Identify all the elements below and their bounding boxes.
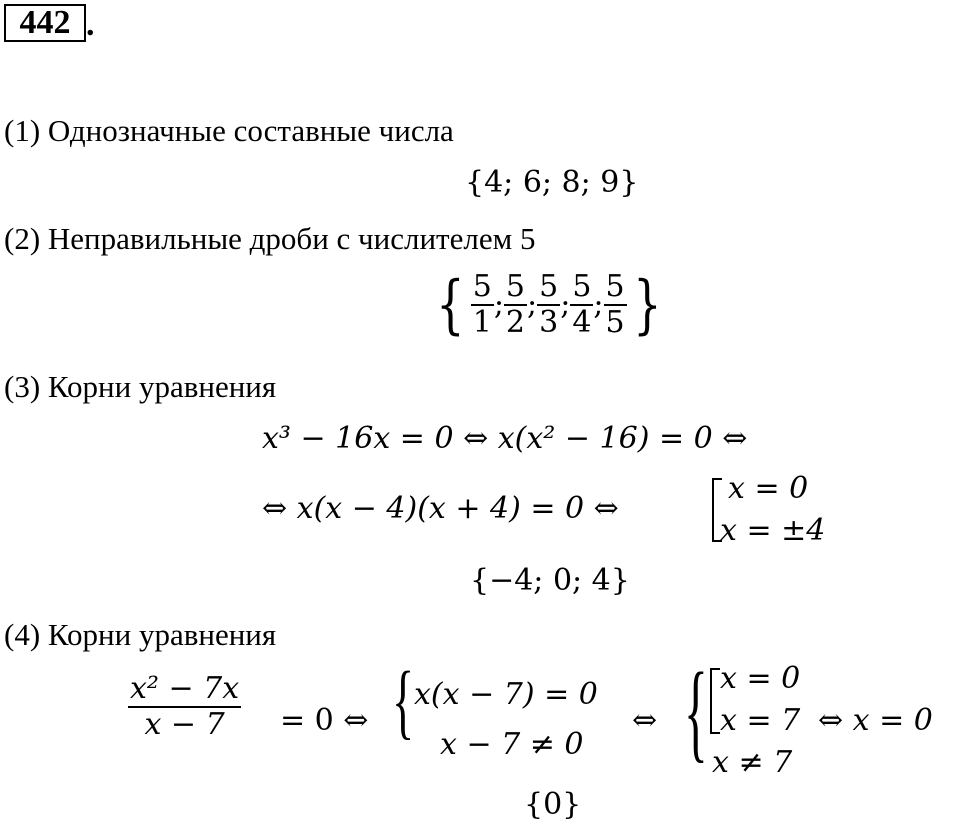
item-4-system-1-a: x(x − 7) = 0 <box>414 677 598 712</box>
separator: ; <box>493 287 504 322</box>
item-4-heading: (4) Корни уравнения <box>4 617 277 652</box>
item-4-system-brace-1: { <box>392 655 415 748</box>
item-4-iff: ⇔ <box>632 703 658 738</box>
item-4-fraction <box>128 672 241 742</box>
item-1-heading: (1) Однозначные составные числа <box>4 113 454 148</box>
fraction-denominator: x − 7 <box>144 707 225 742</box>
item-4-system-2-a: x = 0 <box>720 661 801 696</box>
item-3-case-a: x = 0 <box>728 471 809 506</box>
fraction: $\frac{5}{2}$ <box>505 269 526 340</box>
item-4-result: ⇔ x = 0 <box>818 703 933 738</box>
item-3-set: {−4; 0; 4} <box>470 563 630 598</box>
separator: ; <box>527 287 538 322</box>
fraction: $\frac{5}{5}$ <box>605 269 625 340</box>
item-3-equation-line-2: ⇔ x(x − 4)(x + 4) = 0 ⇔ <box>262 491 619 526</box>
item-4-system-1-b: x − 7 ≠ 0 <box>440 727 584 762</box>
item-3-equation-line-1: x³ − 16x = 0 ⇔ x(x² − 16) = 0 ⇔ <box>262 421 748 456</box>
item-4-system-2-c: x ≠ 7 <box>712 745 793 780</box>
problem-number: 442 <box>4 4 86 42</box>
item-4-case-bracket <box>710 668 720 734</box>
fraction: $\frac{5}{3}$ <box>539 269 559 340</box>
item-3-heading: (3) Корни уравнения <box>4 369 277 404</box>
item-2-fraction-set <box>430 270 667 340</box>
item-4-system-brace-2: { <box>684 650 708 772</box>
fraction: $\frac{5}{1}$ <box>472 269 492 340</box>
right-brace: } <box>632 268 662 342</box>
item-4-system-2-b: x = 7 <box>720 703 801 738</box>
separator: ; <box>593 287 604 322</box>
separator: ; <box>560 287 571 322</box>
left-brace: { <box>436 268 465 342</box>
item-3-case-b: x = ±4 <box>720 513 826 548</box>
fraction: $\frac{5}{4}$ <box>572 269 592 340</box>
item-4-eq-zero: = 0 ⇔ <box>280 703 369 738</box>
problem-number-dot: . <box>86 6 95 43</box>
fraction-numerator: x² − 7x <box>130 671 240 706</box>
item-1-set: {4; 6; 8; 9} <box>465 165 639 200</box>
item-2-heading: (2) Неправильные дроби с числителем 5 <box>4 221 536 256</box>
item-4-set: {0} <box>524 787 582 822</box>
